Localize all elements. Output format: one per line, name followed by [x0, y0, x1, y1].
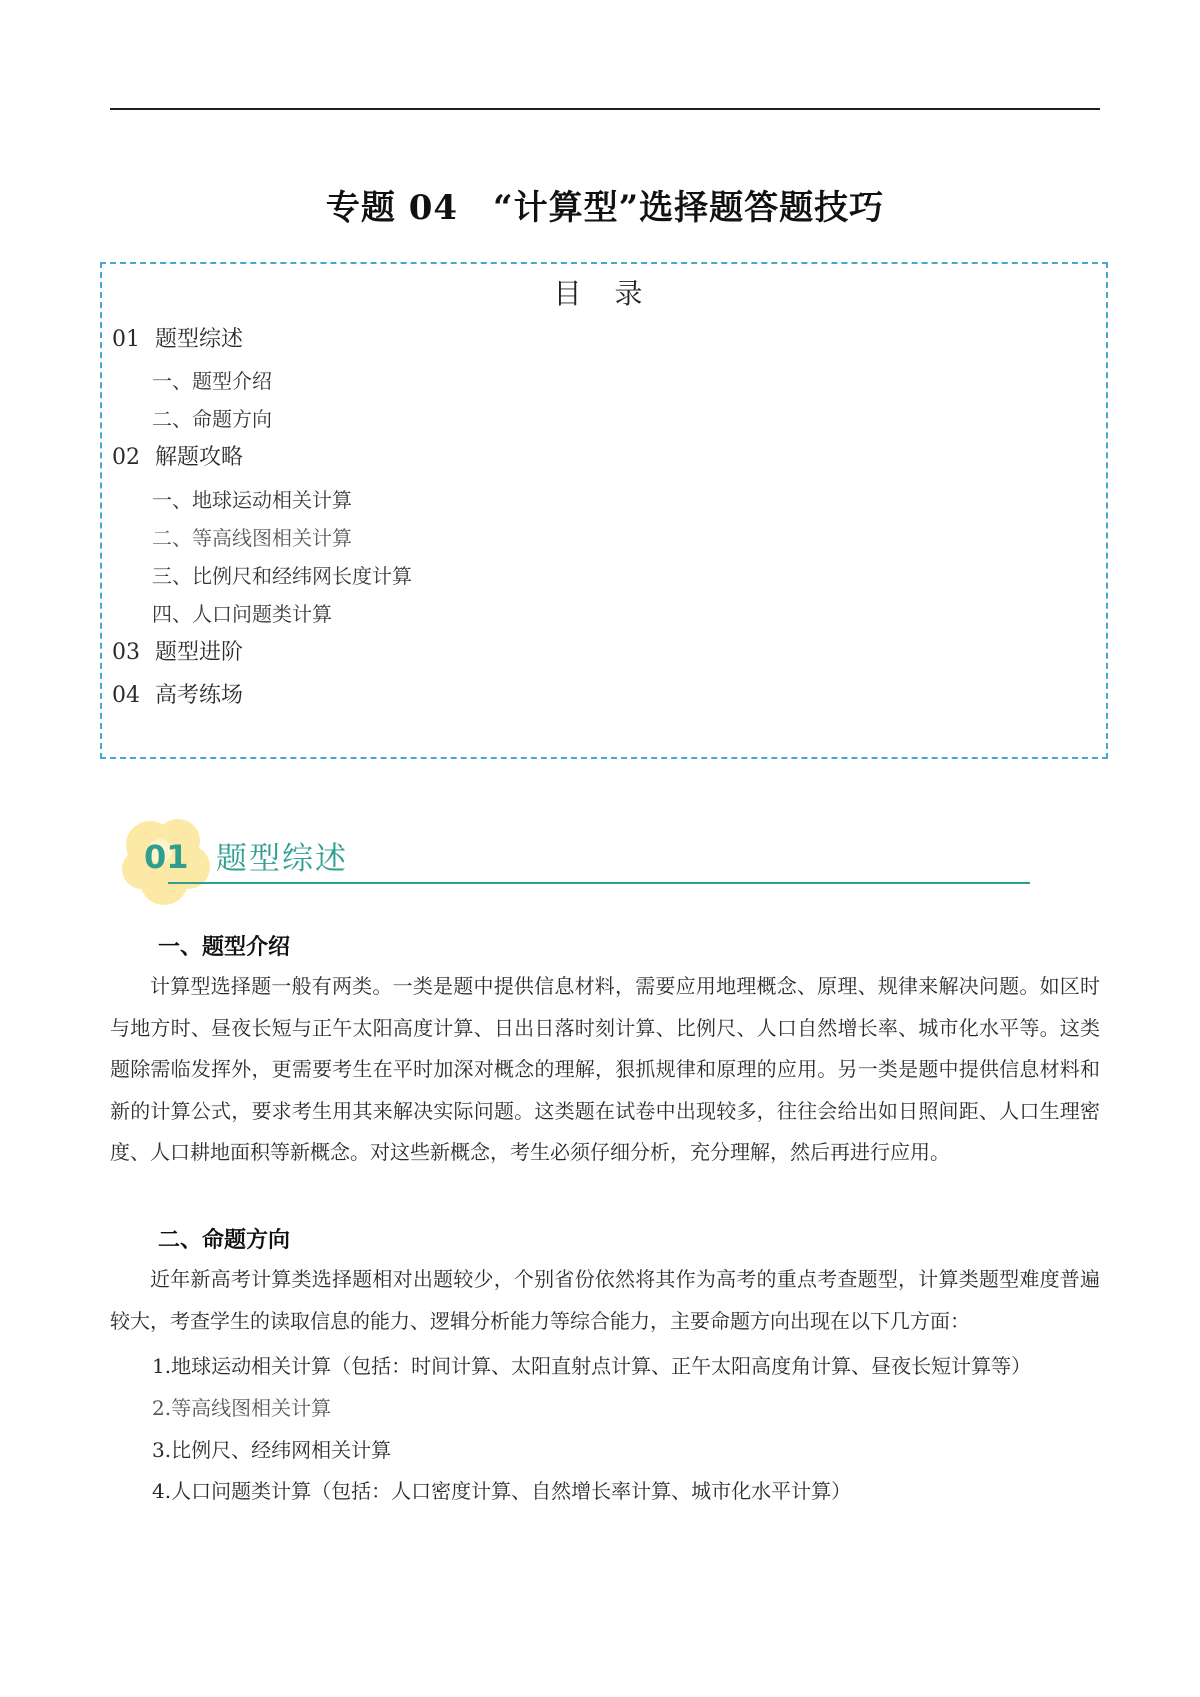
toc-subitem-earth-motion[interactable]: 一、地球运动相关计算 — [152, 488, 352, 512]
toc-subitem-intro[interactable]: 一、题型介绍 — [152, 369, 272, 393]
section-number: 01 — [144, 838, 189, 876]
toc-item-label: 解题攻略 — [155, 445, 244, 470]
section-title: 题型综述 — [216, 841, 348, 877]
direction-list-item: 1.地球运动相关计算（包括：时间计算、太阳直射点计算、正午太阳高度角计算、昼夜长短计算等） — [152, 1354, 1032, 1378]
toc-item-advanced[interactable] — [112, 635, 243, 666]
toc-item-label: 题型综述 — [155, 327, 244, 352]
table-of-contents — [100, 262, 1108, 759]
subsection-heading-intro: 一、题型介绍 — [158, 935, 291, 960]
toc-item-overview[interactable] — [112, 322, 243, 353]
toc-item-practice[interactable] — [112, 678, 243, 709]
toc-subitem-scale[interactable]: 三、比例尺和经纬网长度计算 — [152, 564, 412, 588]
direction-list-item: 3.比例尺、经纬网相关计算 — [152, 1438, 392, 1462]
toc-subitem-direction[interactable]: 二、命题方向 — [152, 407, 272, 431]
toc-item-label: 题型进阶 — [155, 640, 244, 665]
toc-item-label: 高考练场 — [155, 683, 244, 708]
toc-item-number: 02 — [112, 445, 140, 470]
section-banner — [120, 815, 1040, 910]
toc-item-strategy[interactable] — [112, 440, 243, 471]
direction-list-item: 2.等高线图相关计算 — [152, 1396, 332, 1420]
header-rule — [110, 108, 1100, 110]
toc-subitem-population[interactable]: 四、人口问题类计算 — [152, 602, 332, 626]
section-underline — [168, 882, 1030, 884]
intro-paragraph: 计算型选择题一般有两类。一类是题中提供信息材料，需要应用地理概念、原理、规律来解决问题。如区时与地方时、昼夜长短与正午太阳高度计算、日出日落时刻计算、比例尺、人口自然增长率、城市化水平等。这类题除需临发挥外，更需要考生在平时加深对概念的理解，狠抓规律和原理的应用。另一类是题中提供信息材料和新的计算公式，要求考生用其来解决实际问题。这类题在试卷中出现较多，往往会给出如日照间距、人口生理密度、人口耕地面积等新概念。对这些新概念，考生必须仔细分析，充分理解，然后再进行应用。 — [110, 974, 1100, 1164]
document-title: 专题 04 “计算型”选择题答题技巧 — [325, 188, 885, 228]
toc-item-number: 01 — [112, 327, 140, 352]
direction-list-item: 4.人口问题类计算（包括：人口密度计算、自然增长率计算、城市化水平计算） — [152, 1479, 852, 1503]
toc-item-number: 03 — [112, 640, 140, 665]
toc-subitem-contour[interactable]: 二、等高线图相关计算 — [152, 526, 352, 550]
direction-paragraph: 近年新高考计算类选择题相对出题较少，个别省份依然将其作为高考的重点考查题型，计算类题型难度普遍较大，考查学生的读取信息的能力、逻辑分析能力等综合能力，主要命题方向出现在以下几方面： — [110, 1267, 1100, 1333]
toc-item-number: 04 — [112, 683, 140, 708]
toc-heading: 目 录 — [553, 277, 655, 310]
subsection-heading-direction: 二、命题方向 — [158, 1228, 291, 1253]
